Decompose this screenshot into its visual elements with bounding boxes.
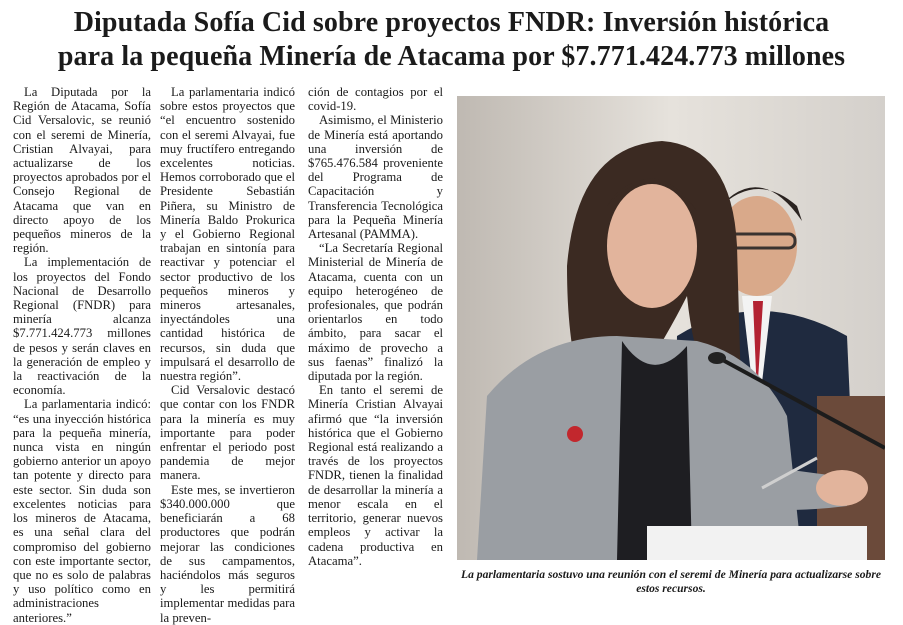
article-column-1 <box>13 85 151 625</box>
headline-line-2: para la pequeña Minería de Atacama por $7.771.424.773 millones <box>57 41 846 72</box>
paragraph: La implementación de los proyectos del Fondo Nacional de Desarrollo Regional (FNDR) para minería alcanza $7.771.424.773 millones de pesos y serán claves en la generación de empleo y la reactivación de la economía. <box>13 255 151 398</box>
paragraph: La parlamentaria indicó: “es una inyección histórica para la pequeña minería, nunca vista en ningún gobierno anterior un apoyo tan potente y directo para este sector. Sin duda son excelentes noticias para los mineros de Atacama, es una señal clara del compromiso del gobierno con este importante sector, que no es solo de palabras y uso político como en administraciones anteriores.” <box>13 397 151 625</box>
paragraph: La Diputada por la Región de Atacama, Sofía Cid Versalovic, se reunió con el seremi de Minería, Cristian Alvayai, para actualizarse de los proyectos aprobados por el Consejo Regional de Atacama que van en directo apoyo de los pequeños mineros de la región. <box>13 85 151 256</box>
headline <box>0 6 903 74</box>
paragraph: En tanto el seremi de Minería Cristian Alvayai afirmó que “la inversión histórica que el Gobierno Regional está realizando a través de los proyectos FNDR, tienen la finalidad de desarrollar la minería a menor escala en el territorio, generar nuevos empleos y activar la cadena productiva en Atacama”. <box>308 383 443 568</box>
article-column-2 <box>160 85 295 625</box>
photo-illustration <box>457 96 885 560</box>
news-photo <box>457 96 885 560</box>
paragraph: Cid Versalovic destacó que contar con los FNDR para la minería es muy importante para poder enfrentar el periodo post pandemia de mejor manera. <box>160 383 295 483</box>
paragraph: Este mes, se invertieron $340.000.000 que beneficiarán a 68 productores que podrán mejorar las condiciones de sus campamentos, haciéndolos más seguros y les permitirá implementar medidas para la preven- <box>160 482 295 625</box>
paragraph: La parlamentaria indicó sobre estos proyectos que “el encuentro sostenido con el seremi Alvayai, fue muy fructífero entregando excelentes noticias. Hemos corroborado que el Presidente Sebastián Piñera, su Ministro de Minería Baldo Prokurica y el Gobierno Regional trabajan en sintonía para reactivar y potenciar el sector productivo de los pequeños mineros y mineros artesanales, inyectándoles una cantidad histórica de recursos, sin duda que impulsará el desarrollo de nuestra región”. <box>160 85 295 384</box>
photo-caption: La parlamentaria sostuvo una reunión con el seremi de Minería para actualizarse sobre estos recursos. <box>461 568 881 595</box>
paragraph: ción de contagios por el covid-19. <box>308 85 443 114</box>
paragraph: “La Secretaría Regional Ministerial de Minería de Atacama, cuenta con un equipo heterogéneo de profesionales, que podrán orientarlos en todo ámbito, para sacar el máximo de provecho a sus faenas” finalizó la diputada por la región. <box>308 241 443 384</box>
headline-line-1: Diputada Sofía Cid sobre proyectos FNDR: Inversión histórica <box>73 7 830 38</box>
article-column-3 <box>308 85 443 568</box>
paragraph: Asimismo, el Ministerio de Minería está aportando una inversión de $765.476.584 proveniente del Programa de Capacitación y Transferencia Tecnológica para la Pequeña Minería Artesanal (PAMMA). <box>308 113 443 242</box>
